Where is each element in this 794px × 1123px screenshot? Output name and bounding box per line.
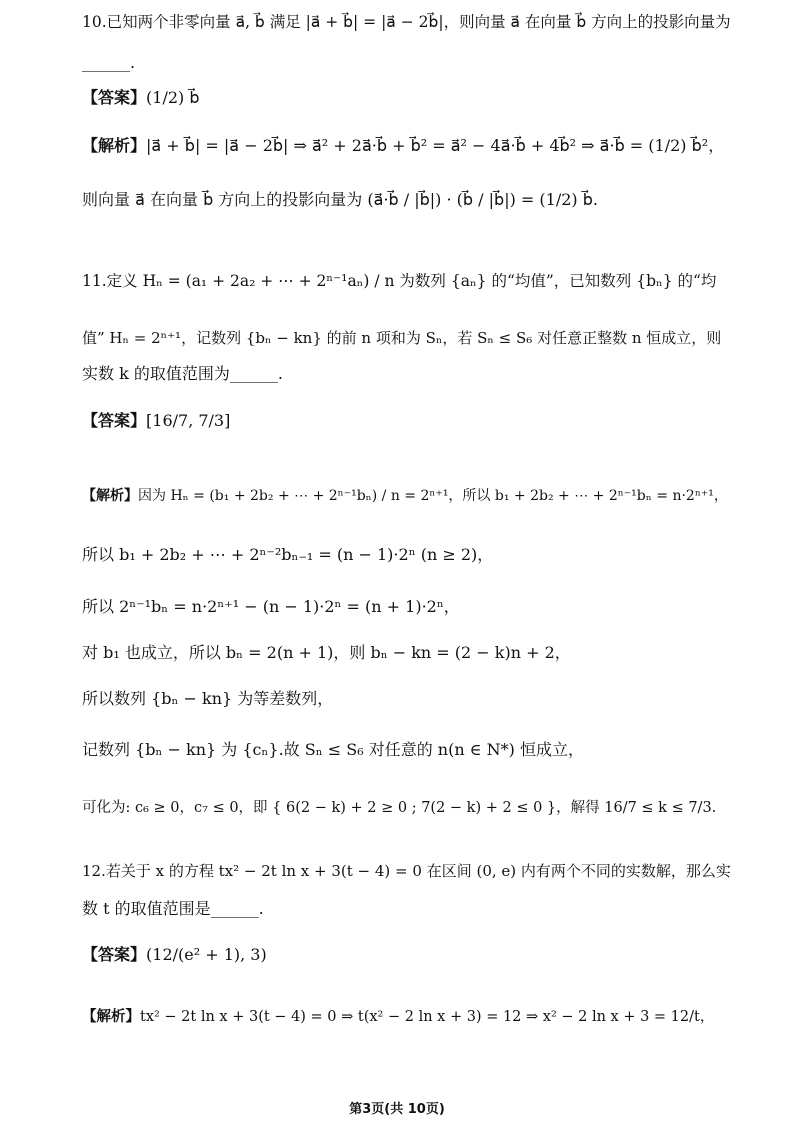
analysis-line: 可化为: c₆ ≥ 0，c₇ ≤ 0，即 { 6(2 − k) + 2 ≥ 0 ; 7(2 − k) + 2 ≤ 0 }，解得 16/7 ≤ k ≤ 7/3.	[82, 800, 717, 816]
problem-11-question-line-3: 实数 k 的取值范围为______.	[82, 364, 283, 383]
page-footer: 第3页(共 10页)	[349, 1102, 445, 1117]
problem-11-question-line-1: 11.定义 Hₙ = (a₁ + 2a₂ + ⋯ + 2ⁿ⁻¹aₙ) / n 为数列 {aₙ} 的“均值”，已知数列 {bₙ} 的“均	[82, 272, 717, 290]
analysis-line: tx² − 2t ln x + 3(t − 4) = 0 ⇒ t(x² − 2 ln x + 3) = 12 ⇒ x² − 2 ln x + 3 = 12/t，	[140, 1009, 715, 1025]
problem-10-answer	[82, 87, 734, 109]
analysis-line: 因为 Hₙ = (b₁ + 2b₂ + ⋯ + 2ⁿ⁻¹bₙ) / n = 2ⁿ⁺¹，所以 b₁ + 2b₂ + ⋯ + 2ⁿ⁻¹bₙ = n·2ⁿ⁺¹，	[138, 488, 728, 504]
analysis-line: 记数列 {bₙ − kn} 为 {cₙ}.故 Sₙ ≤ S₆ 对任意的 n(n ∈ N*) 恒成立，	[82, 740, 584, 759]
answer-label: 【答案】	[82, 88, 147, 107]
problem-12-question-line-1: 12.若关于 x 的方程 tx² − 2t ln x + 3(t − 4) = 0 在区间 (0, e) 内有两个不同的实数解，那么实	[82, 862, 731, 880]
problem-11-question-line-2: 值” Hₙ = 2ⁿ⁺¹，记数列 {bₙ − kn} 的前 n 项和为 Sₙ，若 Sₙ ≤ S₆ 对任意正整数 n 恒成立，则	[82, 329, 722, 347]
problem-11-analysis	[82, 485, 734, 507]
answer-label: 【答案】	[82, 945, 147, 964]
analysis-label: 【解析】	[82, 488, 138, 504]
analysis-label: 【解析】	[82, 1009, 140, 1025]
problem-12-question-line-2: 数 t 的取值范围是______.	[82, 899, 264, 918]
problem-10-question-line-2: ______.	[82, 53, 136, 72]
analysis-line: |a⃗ + b⃗| = |a⃗ − 2b⃗| ⇒ a⃗² + 2a⃗·b⃗ + b⃗² = a⃗² − 4a⃗·b⃗ + 4b⃗² ⇒ a⃗·b⃗ = (1/2) b⃗²，	[146, 136, 725, 155]
analysis-line: 所以数列 {bₙ − kn} 为等差数列，	[82, 689, 334, 708]
answer-value: [16/7, 7/3]	[146, 411, 231, 430]
problem-10-analysis	[82, 135, 734, 157]
answer-value: (12/(e² + 1), 3)	[146, 945, 267, 964]
answer-value: (1/2) b⃗	[146, 88, 200, 107]
analysis-line: 所以 2ⁿ⁻¹bₙ = n·2ⁿ⁺¹ − (n − 1)·2ⁿ = (n + 1)·2ⁿ，	[82, 597, 460, 616]
analysis-line: 则向量 a⃗ 在向量 b⃗ 方向上的投影向量为 (a⃗·b⃗ / |b⃗|) · (b⃗ / |b⃗|) = (1/2) b⃗.	[82, 190, 598, 209]
problem-10-question-line-1: 10.已知两个非零向量 a⃗, b⃗ 满足 |a⃗ + b⃗| = |a⃗ − 2b⃗|，则向量 a⃗ 在向量 b⃗ 方向上的投影向量为	[82, 13, 731, 31]
analysis-line: 对 b₁ 也成立，所以 bₙ = 2(n + 1)，则 bₙ − kn = (2 − k)n + 2，	[82, 643, 571, 662]
problem-12-answer	[82, 944, 734, 966]
analysis-label: 【解析】	[82, 136, 147, 155]
problem-11-answer	[82, 410, 734, 432]
problem-12-analysis	[82, 1006, 734, 1028]
analysis-line: 所以 b₁ + 2b₂ + ⋯ + 2ⁿ⁻²bₙ₋₁ = (n − 1)·2ⁿ (n ≥ 2)，	[82, 545, 494, 564]
answer-label: 【答案】	[82, 411, 147, 430]
